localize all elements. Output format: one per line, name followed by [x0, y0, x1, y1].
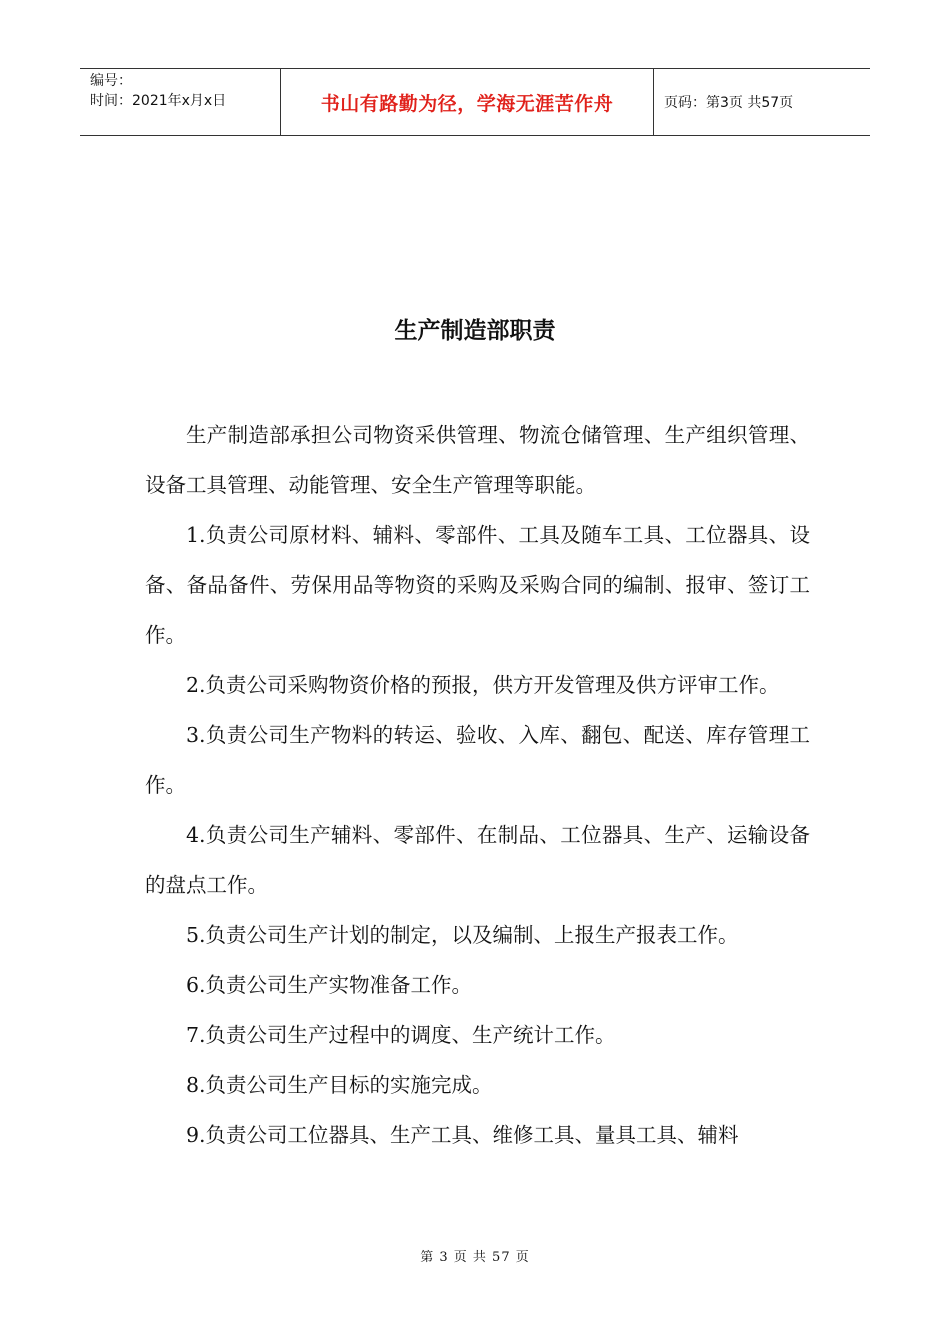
- document-body: [145, 410, 810, 1160]
- document-date: 时间：2021年x月x日: [90, 93, 227, 109]
- document-title: 生产制造部职责: [394, 317, 556, 344]
- paragraph-item-4: 4.负责公司生产辅料、零部件、在制品、工位器具、生产、运输设备的盘点工作。: [145, 823, 810, 897]
- paragraph-item-3: 3.负责公司生产物料的转运、验收、入库、翻包、配送、库存管理工作。: [145, 723, 810, 797]
- paragraph-item-6: 6.负责公司生产实物准备工作。: [186, 973, 473, 997]
- document-number-label: 编号：: [90, 73, 132, 89]
- header-meta: [80, 69, 281, 135]
- paragraph-item-1: 1.负责公司原材料、辅料、零部件、工具及随车工具、工位器具、设备、备品备件、劳保用品等物资的采购及采购合同的编制、报审、签订工作。: [145, 523, 810, 647]
- paragraph-item-5: 5.负责公司生产计划的制定，以及编制、上报生产报表工作。: [186, 923, 739, 947]
- paragraph-item-9: 9.负责公司工位器具、生产工具、维修工具、量具工具、辅料: [186, 1123, 739, 1147]
- page-footer: 第 3 页 共 57 页: [420, 1250, 530, 1265]
- paragraph-intro: 生产制造部承担公司物资采供管理、物流仓储管理、生产组织管理、设备工具管理、动能管理、安全生产管理等职能。: [145, 423, 810, 497]
- header-page-info: 页码：第3页 共57页: [664, 95, 794, 111]
- page-header: [80, 68, 870, 136]
- paragraph-item-2: 2.负责公司采购物资价格的预报，供方开发管理及供方评审工作。: [186, 673, 780, 697]
- paragraph-item-8: 8.负责公司生产目标的实施完成。: [186, 1073, 493, 1097]
- paragraph-item-7: 7.负责公司生产过程中的调度、生产统计工作。: [186, 1023, 616, 1047]
- header-motto: 书山有路勤为径，学海无涯苦作舟: [281, 69, 654, 135]
